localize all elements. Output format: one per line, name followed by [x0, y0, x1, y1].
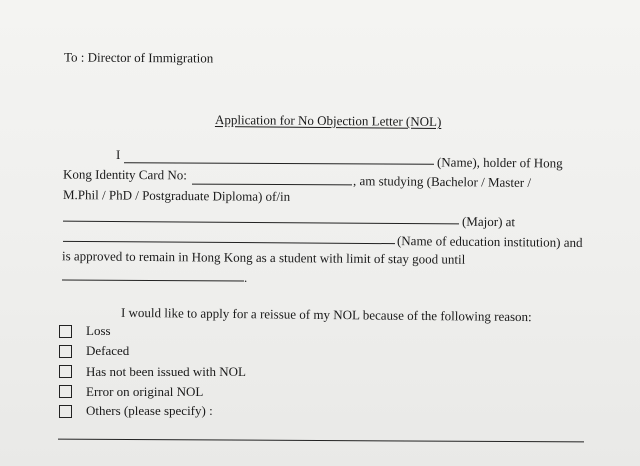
others-checkbox[interactable]: [59, 405, 72, 418]
institution-suffix: (Name of education institution) and: [396, 233, 583, 250]
loss-label: Loss: [86, 323, 111, 338]
stay-limit-date-field[interactable]: [62, 280, 244, 282]
form-title: Application for No Objection Letter (NOL): [214, 112, 442, 129]
not-issued-checkbox[interactable]: [59, 365, 72, 378]
name-prefix: I: [116, 147, 121, 162]
name-suffix: (Name), holder of Hong: [436, 154, 563, 171]
study-level-options: M.Phil / PhD / Postgraduate Diploma) of/in: [62, 187, 291, 204]
hkid-label: Kong Identity Card No:: [62, 166, 187, 183]
defaced-label: Defaced: [86, 343, 130, 358]
recipient-line: To : Director of Immigration: [63, 49, 214, 66]
loss-checkbox[interactable]: [59, 325, 72, 338]
stay-limit-text: is approved to remain in Hong Kong as a student with limit of stay good until: [61, 248, 466, 267]
institution-field[interactable]: [63, 241, 395, 244]
major-field[interactable]: [63, 221, 459, 225]
defaced-checkbox[interactable]: [59, 345, 72, 358]
error-checkbox[interactable]: [59, 385, 72, 398]
others-specify-field[interactable]: [58, 439, 584, 443]
name-field[interactable]: [124, 162, 434, 165]
hkid-field[interactable]: [192, 184, 352, 186]
others-label: Others (please specify) :: [86, 403, 213, 418]
not-issued-label: Has not been issued with NOL: [86, 364, 246, 379]
reason-intro: I would like to apply for a reissue of my NOL because of the following reason:: [120, 304, 532, 325]
error-label: Error on original NOL: [86, 384, 204, 399]
stay-limit-period: .: [244, 270, 248, 285]
major-suffix: (Major) at: [461, 213, 516, 230]
study-level-text: , am studying (Bachelor / Master /: [352, 173, 532, 190]
